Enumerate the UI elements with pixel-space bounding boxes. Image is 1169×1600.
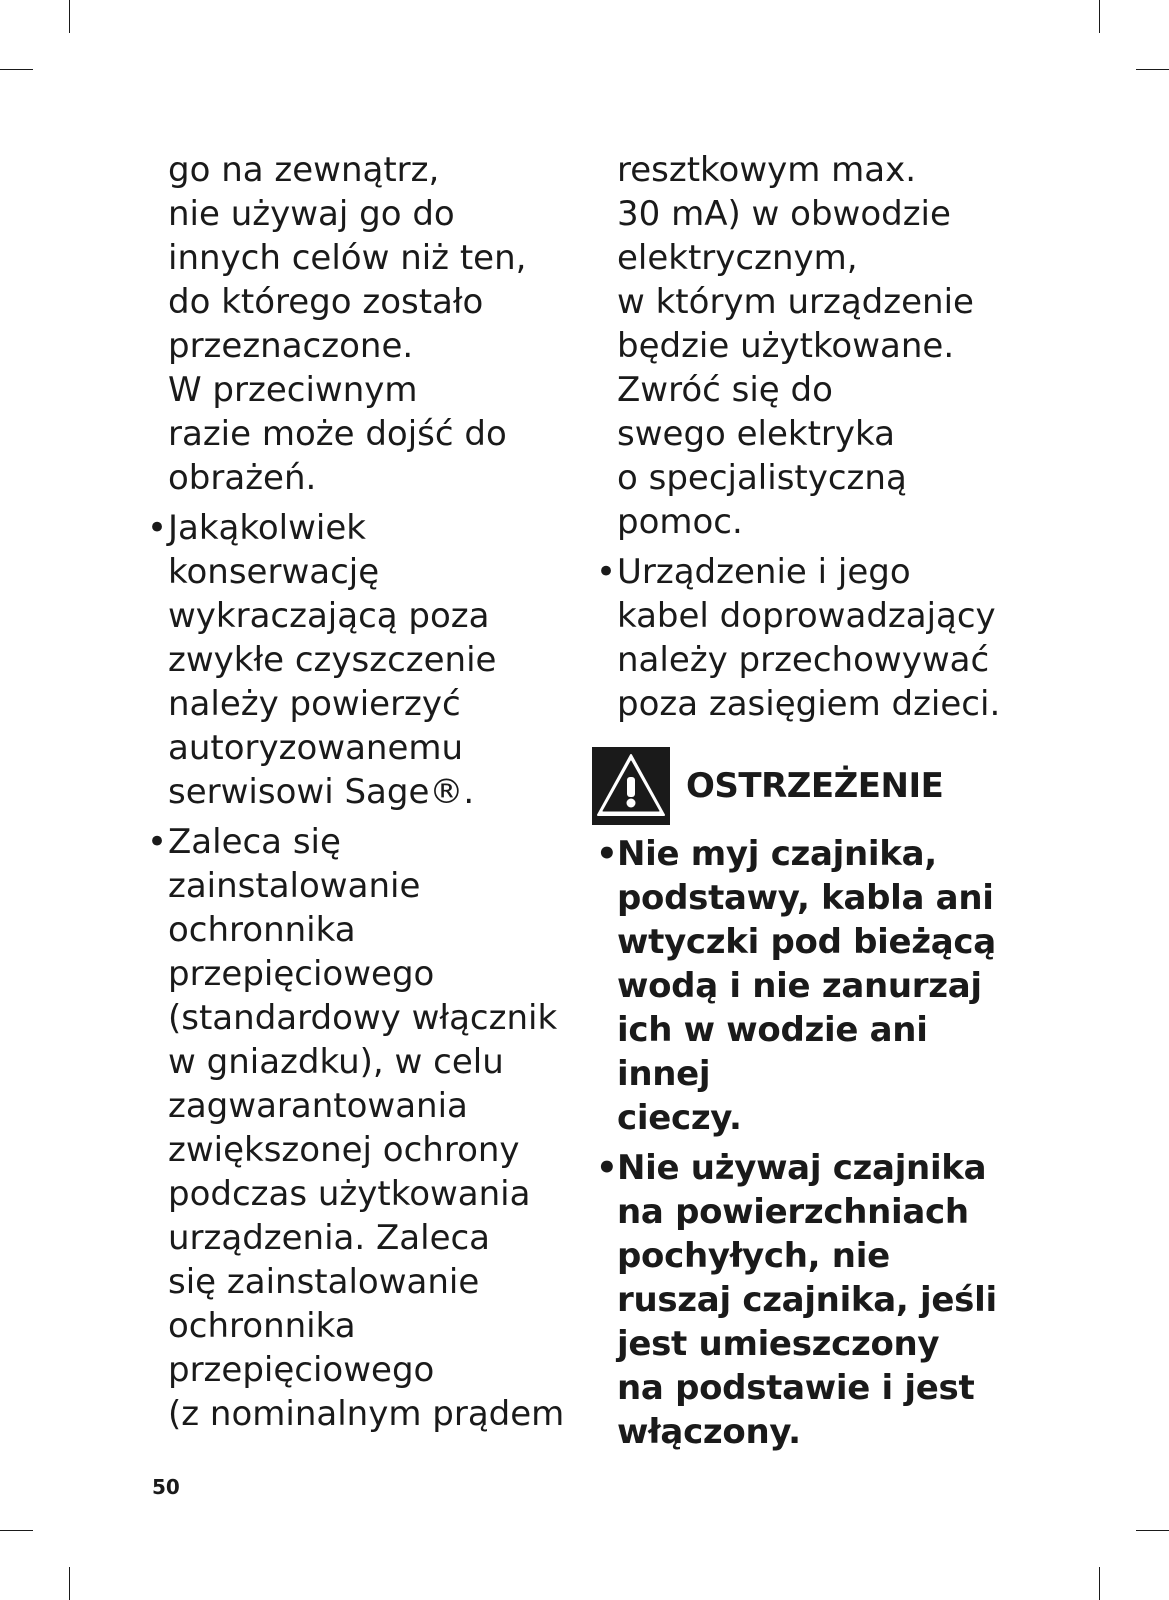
crop-mark bbox=[0, 69, 33, 70]
bullet-item: • Jakąkolwiek konserwację wykraczającą poza zwykłe czyszczenie należy powierzyć autoryzowanemu serwisowi Sage®. bbox=[143, 506, 573, 814]
warning-bullet-item: • Nie używaj czajnika na powierzchniach pochyłych, nie ruszaj czajnika, jeśli jest umieszczony na podstawie i jest włączony. bbox=[592, 1146, 1032, 1454]
right-continuation-text: resztkowym max. 30 mA) w obwodzie elektrycznym, w którym urządzenie będzie użytkowane. Zwróć się do swego elektryka o specjalistyczną pomoc. bbox=[617, 150, 974, 542]
left-column bbox=[143, 148, 573, 1436]
warning-header bbox=[592, 746, 1032, 826]
crop-mark bbox=[0, 1530, 33, 1531]
page-number: 50 bbox=[152, 1475, 180, 1499]
bullet-item: • Urządzenie i jego kabel doprowadzający należy przechowywać poza zasięgiem dzieci. bbox=[592, 550, 1032, 726]
left-continuation-text: go na zewnątrz, nie używaj go do innych celów niż ten, do którego zostało przeznaczone. W przeciwnym razie może dojść do obrażeń. bbox=[168, 150, 527, 498]
right-column bbox=[592, 148, 1032, 1454]
crop-mark bbox=[1136, 1530, 1169, 1531]
crop-mark bbox=[1099, 0, 1100, 33]
crop-mark bbox=[1136, 69, 1169, 70]
crop-mark bbox=[69, 1567, 70, 1600]
warning-bullet-item: • Nie myj czajnika, podstawy, kabla ani wtyczki pod bieżącą wodą i nie zanurzaj ich w wodzie ani innej cieczy. bbox=[592, 832, 1032, 1140]
warning-title: OSTRZEŻENIE bbox=[686, 766, 944, 806]
warning-triangle-icon bbox=[592, 747, 670, 825]
crop-mark bbox=[1099, 1567, 1100, 1600]
crop-mark bbox=[69, 0, 70, 33]
bullet-item: • Zaleca się zainstalowanie ochronnika przepięciowego (standardowy włącznik w gniazdku), w celu zagwarantowania zwiększonej ochrony podczas użytkowania urządzenia. Zaleca się zainstalowanie ochronnika przepięciowego (z nominalnym prądem bbox=[143, 820, 573, 1436]
